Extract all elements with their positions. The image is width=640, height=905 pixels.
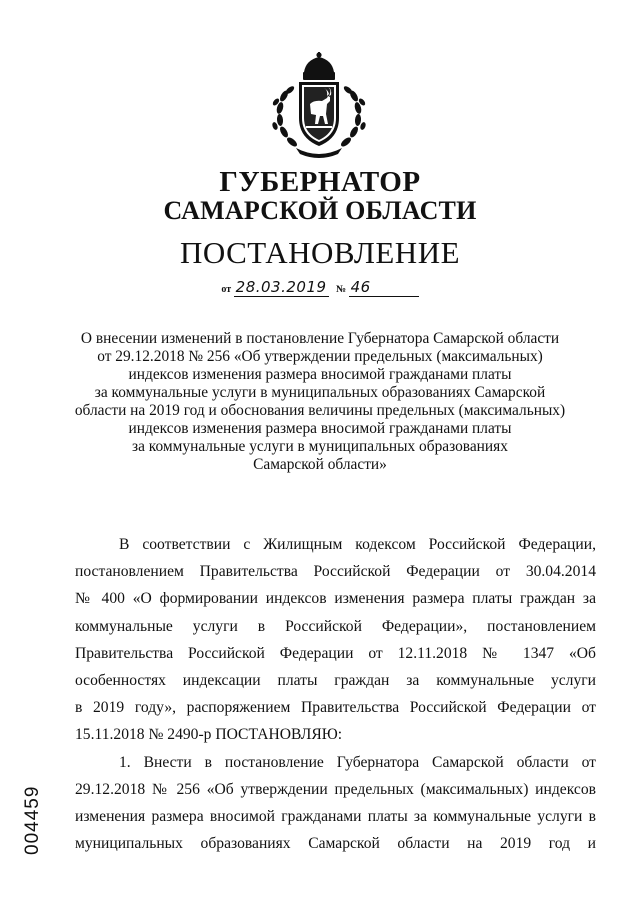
subject-line: О внесении изменений в постановление Губернатора Самарской области <box>80 330 560 347</box>
registration-number-vertical: 004459 <box>22 785 43 855</box>
body-line: В соответствии с Жилищным кодексом Российской Федерации, <box>119 536 596 553</box>
authority-title-line2: САМАРСКОЙ ОБЛАСТИ <box>163 196 477 225</box>
body-line: постановлением Правительства Российской Федерации от 30.04.2014 <box>75 563 596 581</box>
subject-line: области на 2019 год и обоснования величины предельных (максимальных) <box>74 402 566 419</box>
number-slot <box>349 278 419 297</box>
body-line: 29.12.2018 № 256 «Об утверждении предельных (максимальных) индексов <box>75 780 596 798</box>
body-line: особенностях индексации платы граждан за коммунальные услуги <box>75 671 596 689</box>
subject-line: от 29.12.2018 № 256 «Об утверждении предельных (максимальных) <box>97 348 543 365</box>
date-handwritten: 28.03.2019 <box>235 278 327 296</box>
body-line: 15.11.2018 № 2490-р ПОСТАНОВЛЯЮ: <box>75 726 343 744</box>
subject-line: Самарской области» <box>253 456 387 473</box>
subject-line: индексов изменения размера вносимой гражданами платы <box>128 420 512 437</box>
body-line: коммунальные услуги в Российской Федерации», постановлением <box>75 617 596 635</box>
body-line: в 2019 году», распоряжением Правительства Российской Федерации от <box>75 699 596 717</box>
body-line: 1. Внести в постановление Губернатора Самарской области от <box>119 753 596 771</box>
subject-line: за коммунальные услуги в муниципальных образованиях <box>132 438 508 455</box>
decree-subject <box>60 330 580 474</box>
subject-line: за коммунальные услуги в муниципальных образованиях Самарской <box>94 384 546 401</box>
body-line: изменения размера вносимой гражданами платы за коммунальные услуги в <box>75 807 596 825</box>
decree-body <box>75 531 596 857</box>
date-number-line <box>0 278 640 297</box>
body-line: № 400 «О формировании индексов изменения размера платы граждан за <box>75 590 596 608</box>
document-type-title: ПОСТАНОВЛЕНИЕ <box>179 235 461 270</box>
number-handwritten: 46 <box>350 278 371 296</box>
samara-coat-of-arms-icon <box>270 52 368 160</box>
subject-line: индексов изменения размера вносимой гражданами платы <box>128 366 512 383</box>
body-line: муниципальных образованиях Самарской области на 2019 год и <box>75 835 596 853</box>
body-line: Правительства Российской Федерации от 12.11.2018 № 1347 «Об <box>75 644 596 662</box>
number-label: № <box>336 284 347 295</box>
authority-title-line1: ГУБЕРНАТОР <box>219 166 421 198</box>
date-label: от <box>221 284 232 295</box>
